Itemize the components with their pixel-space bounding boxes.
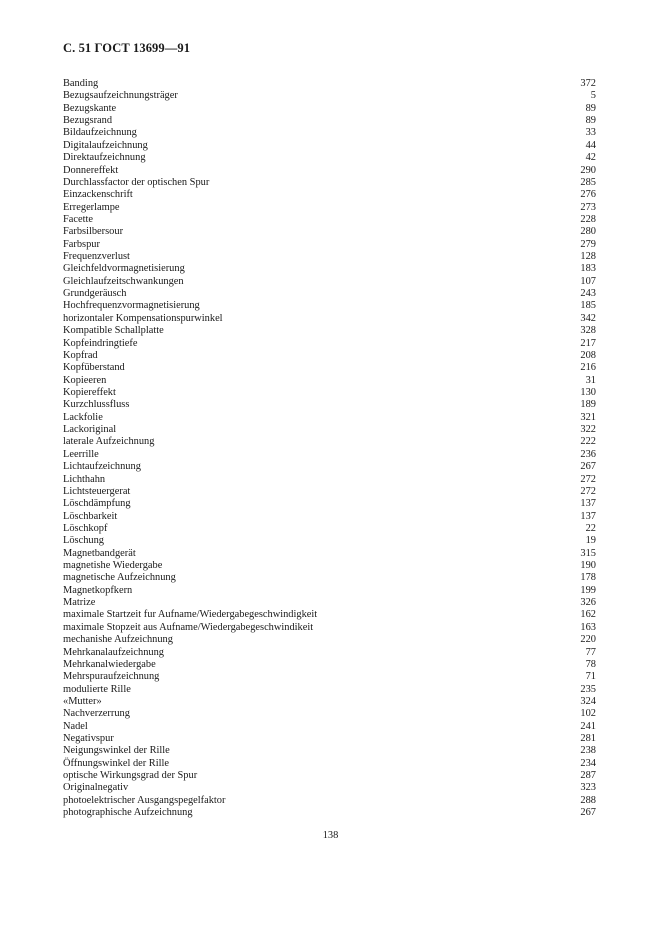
index-term-number: 137 — [580, 510, 596, 522]
index-term: Kopfeindringtiefe — [63, 337, 138, 349]
index-entry — [63, 90, 596, 102]
index-term: photographische Aufzeichnung — [63, 807, 193, 819]
index-entry — [63, 733, 596, 745]
index-term: Facette — [63, 213, 93, 225]
index-term: Grundgeräusch — [63, 288, 127, 300]
index-entry — [63, 127, 596, 139]
index-entry — [63, 535, 596, 547]
index-entry — [63, 399, 596, 411]
index-term-number: 243 — [580, 288, 596, 300]
page-number: 138 — [322, 830, 339, 841]
index-term: Löschbarkeit — [63, 510, 118, 522]
index-term-number: 372 — [580, 78, 596, 89]
index-entry — [63, 214, 596, 226]
index-term-number: 238 — [580, 745, 596, 757]
index-term: Hochfrequenzvormagnetisierung — [63, 300, 200, 312]
index-entry — [63, 325, 596, 337]
index-entry — [63, 511, 596, 523]
index-term: Löschkopf — [63, 522, 108, 534]
index-term: Kopfrad — [63, 349, 98, 361]
index-term-number: 273 — [580, 201, 596, 213]
index-term: Kopieeren — [63, 374, 107, 386]
index-term-number: 22 — [585, 522, 596, 534]
index-term-number: 234 — [580, 757, 596, 769]
index-term-number: 276 — [580, 189, 596, 201]
index-term-number: 31 — [585, 374, 596, 386]
index-term: Donnereffekt — [63, 164, 119, 176]
index-entry — [63, 449, 596, 461]
index-term: Erregerlampe — [63, 201, 120, 213]
index-entry — [63, 424, 596, 436]
index-term-number: 42 — [585, 152, 596, 164]
index-entry — [63, 78, 596, 90]
index-term: Bezugskante — [63, 102, 117, 114]
index-term: Farbsilbersour — [63, 226, 124, 238]
index-term: Bildaufzeichnung — [63, 127, 137, 139]
index-term-number: 279 — [580, 238, 596, 250]
index-term-number: 236 — [580, 448, 596, 460]
index-term-number: 285 — [580, 176, 596, 188]
index-term-number: 185 — [580, 300, 596, 312]
index-entry — [63, 548, 596, 560]
index-term: Lichtsteuergerat — [63, 485, 131, 497]
index-term: mechanishe Aufzeichnung — [63, 634, 173, 646]
index-entry — [63, 498, 596, 510]
index-entry — [63, 239, 596, 251]
index-term: Bezugsrand — [63, 115, 113, 127]
index-entry — [63, 758, 596, 770]
index-term-number: 222 — [580, 436, 596, 448]
index-term-number: 235 — [580, 683, 596, 695]
index-term-number: 44 — [585, 139, 596, 151]
index-entry — [63, 313, 596, 325]
index-entry — [63, 362, 596, 374]
index-term-number: 315 — [580, 547, 596, 559]
index-term: Kompatible Schallplatte — [63, 325, 164, 337]
index-entry — [63, 474, 596, 486]
index-term-number: 77 — [585, 646, 596, 658]
index-term-number: 162 — [580, 609, 596, 621]
index-entry — [63, 177, 596, 189]
index-term-number: 5 — [590, 90, 596, 102]
index-term-number: 287 — [580, 770, 596, 782]
index-term: Originalnegativ — [63, 782, 129, 794]
index-term-number: 89 — [585, 102, 596, 114]
index-term-number: 190 — [580, 560, 596, 572]
index-entry — [63, 103, 596, 115]
index-term-number: 220 — [580, 634, 596, 646]
index-term: Kopiereffekt — [63, 386, 116, 398]
index-entry — [63, 140, 596, 152]
index-term: Frequenzverlust — [63, 251, 130, 263]
index-term-number: 342 — [580, 312, 596, 324]
index-entry — [63, 745, 596, 757]
index-entry — [63, 807, 596, 819]
index-entry — [63, 251, 596, 263]
index-entry — [63, 189, 596, 201]
index-entry — [63, 288, 596, 300]
index-entry — [63, 300, 596, 312]
index-entry — [63, 684, 596, 696]
index-entry — [63, 647, 596, 659]
index-term: maximale Startzeit fur Aufname/Wiedergabegeschwindigkeit — [63, 609, 318, 621]
index-term-number: 290 — [580, 164, 596, 176]
index-entry — [63, 375, 596, 387]
index-term-number: 288 — [580, 794, 596, 806]
index-term-number: 33 — [585, 127, 596, 139]
index-term-number: 189 — [580, 399, 596, 411]
index-term: magnetishe Wiedergabe — [63, 560, 163, 572]
index-term: modulierte Rille — [63, 683, 131, 695]
index-entry — [63, 597, 596, 609]
index-term: Löschdämpfung — [63, 498, 131, 510]
index-term-number: 102 — [580, 708, 596, 720]
index-term-number: 183 — [580, 263, 596, 275]
index-entry — [63, 659, 596, 671]
index-term-number: 328 — [580, 325, 596, 337]
page-header: С. 51 ГОСТ 13699—91 — [63, 41, 191, 55]
index-term: Mehrkanalwiedergabe — [63, 658, 156, 670]
index-entry — [63, 412, 596, 424]
index-term-number: 322 — [580, 424, 596, 436]
index-term-number: 323 — [580, 782, 596, 794]
index-term-number: 163 — [580, 621, 596, 633]
index-term: Kopfüberstand — [63, 362, 125, 374]
index-term: Digitalaufzeichnung — [63, 139, 148, 151]
index-term: magnetische Aufzeichnung — [63, 572, 176, 584]
index-entry — [63, 795, 596, 807]
index-term: Neigungswinkel der Rille — [63, 745, 170, 757]
index-term: Negativspur — [63, 733, 114, 745]
index-term: Lackoriginal — [63, 424, 117, 436]
index-term-number: 281 — [580, 733, 596, 745]
index-entry — [63, 461, 596, 473]
index-term: Gleichfeldvormagnetisierung — [63, 263, 185, 275]
index-term: Kurzchlussfluss — [63, 399, 130, 411]
index-entry — [63, 770, 596, 782]
index-term-number: 178 — [580, 572, 596, 584]
index-term: Gleichlaufzeitschwankungen — [63, 275, 184, 287]
index-entry — [63, 585, 596, 597]
index-entry — [63, 560, 596, 572]
index-term-number: 324 — [580, 695, 596, 707]
index-entry — [63, 708, 596, 720]
index-term: laterale Aufzeichnung — [63, 436, 155, 448]
index-term-number: 321 — [580, 411, 596, 423]
index-term: Einzackenschrift — [63, 189, 133, 201]
index-entry — [63, 263, 596, 275]
index-entry — [63, 523, 596, 535]
index-entry — [63, 486, 596, 498]
index-entry — [63, 387, 596, 399]
index-term-number: 137 — [580, 498, 596, 510]
index-entry — [63, 276, 596, 288]
index-entry — [63, 634, 596, 646]
index-entry — [63, 226, 596, 238]
index-term: Nachverzerrung — [63, 708, 130, 720]
index-term: Leerrille — [63, 448, 99, 460]
index-term: «Mutter» — [63, 695, 102, 707]
index-term-number: 208 — [580, 349, 596, 361]
index-term: horizontaler Kompensationspurwinkel — [63, 312, 223, 324]
index-term: Öffnungswinkel der Rille — [63, 757, 170, 769]
index-term-number: 19 — [585, 535, 596, 547]
index-term: photoelektrischer Ausgangspegelfaktor — [63, 794, 226, 806]
index-entry — [63, 572, 596, 584]
index-term: Matrize — [63, 597, 96, 609]
index-entry — [63, 609, 596, 621]
index-entry — [63, 165, 596, 177]
index-term-number: 217 — [580, 337, 596, 349]
index-term-number: 280 — [580, 226, 596, 238]
index-term-number: 228 — [580, 213, 596, 225]
index-term: Nadel — [63, 720, 88, 732]
index-term-number: 267 — [580, 807, 596, 819]
index-term: Magnetkopfkern — [63, 584, 133, 596]
index-term-number: 241 — [580, 720, 596, 732]
index-term-number: 267 — [580, 461, 596, 473]
index-term-number: 130 — [580, 386, 596, 398]
index-term: Direktaufzeichnung — [63, 152, 146, 164]
index-term: optische Wirkungsgrad der Spur — [63, 770, 198, 782]
index-entry — [63, 721, 596, 733]
index-entry — [63, 152, 596, 164]
index-term-number: 107 — [580, 275, 596, 287]
index-term-number: 128 — [580, 251, 596, 263]
index-entry — [63, 671, 596, 683]
index-term: Durchlassfactor der optischen Spur — [63, 176, 210, 188]
index-entry — [63, 436, 596, 448]
index-term-number: 272 — [580, 485, 596, 497]
term-index-list — [63, 78, 596, 820]
index-entry — [63, 115, 596, 127]
index-term: Magnetbandgerät — [63, 547, 136, 559]
index-term-number: 326 — [580, 597, 596, 609]
index-term-number: 216 — [580, 362, 596, 374]
index-entry — [63, 696, 596, 708]
index-entry — [63, 338, 596, 350]
index-term: Lichthahn — [63, 473, 106, 485]
index-term: Löschung — [63, 535, 104, 547]
index-term-number: 89 — [585, 115, 596, 127]
index-term-number: 71 — [585, 671, 596, 683]
index-term: Lichtaufzeichnung — [63, 461, 141, 473]
index-term-number: 78 — [585, 658, 596, 670]
index-term: Mehrspuraufzeichnung — [63, 671, 160, 683]
index-entry — [63, 350, 596, 362]
index-term: Banding — [63, 78, 99, 89]
index-entry — [63, 622, 596, 634]
index-term: maximale Stopzeit aus Aufname/Wiedergabegeschwindikeit — [63, 621, 314, 633]
index-term-number: 272 — [580, 473, 596, 485]
index-term: Mehrkanalaufzeichnung — [63, 646, 164, 658]
index-term: Farbspur — [63, 238, 100, 250]
index-term: Bezugsaufzeichnungsträger — [63, 90, 178, 102]
index-entry — [63, 782, 596, 794]
index-entry — [63, 202, 596, 214]
index-term: Lackfolie — [63, 411, 103, 423]
index-term-number: 199 — [580, 584, 596, 596]
